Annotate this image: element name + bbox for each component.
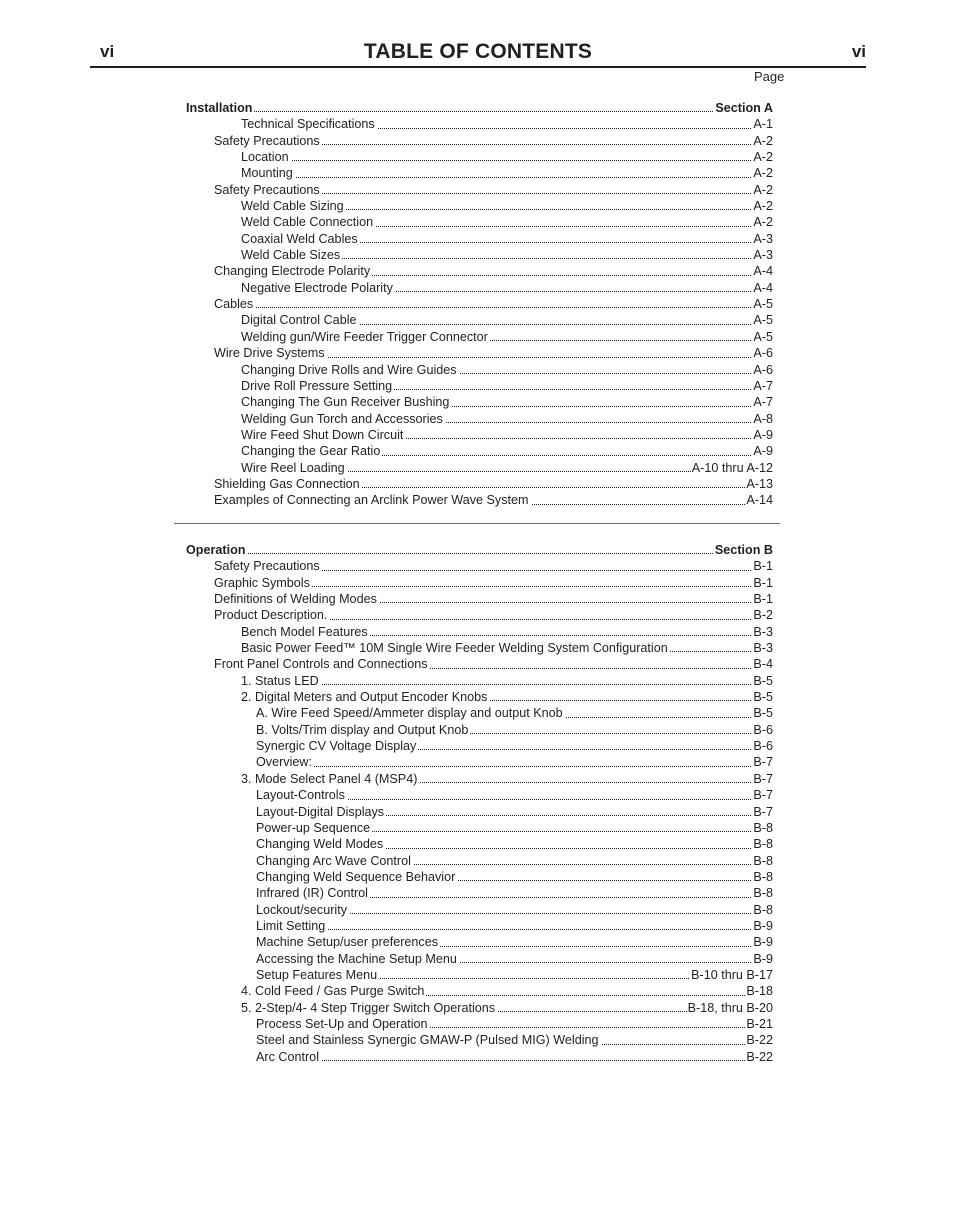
toc-entry-page: A-14 — [746, 493, 773, 508]
toc-entry-page: A-2 — [753, 182, 773, 197]
toc-entry[interactable] — [186, 607, 773, 623]
toc-entry-page: A-7 — [753, 395, 773, 410]
toc-entry-page: B-10 thru B-17 — [691, 967, 773, 982]
toc-entry-page: B-7 — [753, 771, 773, 786]
toc-entry-page: A-5 — [753, 297, 773, 312]
toc-section-heading[interactable] — [186, 100, 773, 116]
toc-entry-label: Wire Feed Shut Down Circuit — [241, 427, 404, 442]
toc-entry[interactable] — [186, 443, 773, 459]
toc-entry-label: Front Panel Controls and Connections — [214, 657, 428, 672]
toc-entry[interactable] — [186, 738, 773, 754]
toc-entry[interactable] — [186, 558, 773, 574]
toc-entry[interactable] — [186, 885, 773, 901]
toc-entry[interactable] — [186, 460, 773, 476]
toc-entry-label: Lockout/security — [256, 902, 347, 917]
toc-entry[interactable] — [186, 1032, 773, 1048]
toc-entry[interactable] — [186, 182, 773, 198]
toc-entry[interactable] — [186, 116, 773, 132]
toc-entry-page: B-8 — [753, 902, 773, 917]
toc-entry[interactable] — [186, 1000, 773, 1016]
toc-entry-page: B-2 — [753, 608, 773, 623]
toc-entry-page: B-18 — [746, 984, 773, 999]
toc-entry[interactable] — [186, 329, 773, 345]
toc-entry-page: B-5 — [753, 706, 773, 721]
toc-entry-label: 3. Mode Select Panel 4 (MSP4) — [241, 771, 418, 786]
toc-entry-label: Graphic Symbols — [214, 575, 310, 590]
toc-entry-label: Welding Gun Torch and Accessories — [241, 411, 443, 426]
toc-entry-page: B-8 — [753, 820, 773, 835]
toc-entry[interactable] — [186, 705, 773, 721]
toc-entry-label: B. Volts/Trim display and Output Knob — [256, 722, 469, 737]
toc-entry-page: B-21 — [746, 1016, 773, 1031]
toc-entry[interactable] — [186, 967, 773, 983]
toc-entry-page: A-3 — [753, 231, 773, 246]
toc-entry[interactable] — [186, 214, 773, 230]
page-header — [90, 38, 866, 68]
toc-entry-label: Basic Power Feed™ 10M Single Wire Feeder Welding System Configuration — [241, 641, 668, 656]
dot-leader — [186, 553, 773, 554]
toc-entry[interactable] — [186, 133, 773, 149]
toc-entry-label: Changing The Gun Receiver Bushing — [241, 395, 450, 410]
toc-entry-page: B-8 — [753, 837, 773, 852]
toc-entry-label: Safety Precautions — [214, 559, 320, 574]
toc-entry-label: Overview: — [256, 755, 312, 770]
toc-entry-page: B-5 — [753, 690, 773, 705]
toc-entry-page: A-2 — [753, 133, 773, 148]
toc-entry-page: A-5 — [753, 329, 773, 344]
toc-entry-label: Mounting — [241, 166, 293, 181]
toc-entry-label: 2. Digital Meters and Output Encoder Knobs — [241, 690, 488, 705]
toc-entry-label: Synergic CV Voltage Display — [256, 739, 417, 754]
dot-leader — [186, 111, 773, 112]
toc-entry-label: Weld Cable Sizing — [241, 199, 344, 214]
toc-entry[interactable] — [186, 312, 773, 328]
toc-entry[interactable] — [186, 771, 773, 787]
toc-section-installation — [186, 100, 773, 509]
toc-entry-label: Process Set-Up and Operation — [256, 1016, 428, 1031]
toc-entry-page: B-6 — [753, 739, 773, 754]
toc-entry-label: Layout-Controls — [256, 788, 345, 803]
toc-entry[interactable] — [186, 296, 773, 312]
toc-entry-label: Accessing the Machine Setup Menu — [256, 951, 457, 966]
toc-entry-page: A-1 — [753, 117, 773, 132]
toc-entry-label: Wire Drive Systems — [214, 346, 325, 361]
toc-entry[interactable] — [186, 198, 773, 214]
toc-entry-page: A-4 — [753, 280, 773, 295]
toc-entry-page: B-1 — [753, 592, 773, 607]
toc-entry-page: Section A — [715, 101, 773, 115]
toc-entry-page: A-5 — [753, 313, 773, 328]
toc-entry-label: 1. Status LED — [241, 673, 319, 688]
toc-entry-page: B-9 — [753, 951, 773, 966]
toc-entry[interactable] — [186, 492, 773, 508]
toc-entry-page: A-8 — [753, 411, 773, 426]
toc-entry-page: A-2 — [753, 215, 773, 230]
toc-entry-label: Installation — [186, 101, 253, 115]
toc-entry[interactable] — [186, 640, 773, 656]
toc-entry-page: B-7 — [753, 755, 773, 770]
toc-entry-label: Examples of Connecting an Arclink Power Wave System — [214, 493, 529, 508]
toc-entry[interactable] — [186, 624, 773, 640]
toc-entry[interactable] — [186, 263, 773, 279]
toc-entry[interactable] — [186, 951, 773, 967]
toc-entry-page: B-18, thru B-20 — [687, 1000, 773, 1015]
toc-entry-label: Arc Control — [256, 1049, 319, 1064]
toc-entry[interactable] — [186, 836, 773, 852]
toc-entry[interactable] — [186, 918, 773, 934]
toc-entry[interactable] — [186, 754, 773, 770]
page-column-label: Page — [754, 69, 785, 84]
page-number-left: vi — [100, 42, 115, 61]
dot-leader — [256, 929, 773, 930]
toc-entry[interactable] — [186, 983, 773, 999]
dot-leader — [241, 684, 773, 685]
toc-entry-label: Limit Setting — [256, 918, 326, 933]
toc-entry-label: Product Description. — [214, 608, 328, 623]
toc-entry-page: A-3 — [753, 248, 773, 263]
toc-entry-label: Safety Precautions — [214, 182, 320, 197]
toc-entry-page: A-4 — [753, 264, 773, 279]
toc-entry[interactable] — [186, 247, 773, 263]
toc-entry[interactable] — [186, 476, 773, 492]
toc-entry-page: A-2 — [753, 199, 773, 214]
toc-entry-label: Drive Roll Pressure Setting — [241, 378, 393, 393]
toc-entry[interactable] — [186, 1049, 773, 1065]
toc-entry-label: Changing Arc Wave Control — [256, 853, 411, 868]
section-divider — [174, 523, 780, 524]
toc-entry-label: A. Wire Feed Speed/Ammeter display and output Knob — [256, 706, 563, 721]
toc-entry[interactable] — [186, 575, 773, 591]
toc-entry-page: B-9 — [753, 918, 773, 933]
page-number-right: vi — [851, 42, 866, 61]
toc-entry-page: B-1 — [753, 559, 773, 574]
toc-entry-label: Bench Model Features — [241, 624, 368, 639]
dot-leader — [256, 766, 773, 767]
toc-entry[interactable] — [186, 591, 773, 607]
toc-entry[interactable] — [186, 1016, 773, 1032]
toc-entry-label: Machine Setup/user preferences — [256, 935, 439, 950]
toc-entry-page: A-2 — [753, 166, 773, 181]
toc-entry-page: B-7 — [753, 788, 773, 803]
toc-entry-label: Cables — [214, 297, 254, 312]
toc-entry-label: Shielding Gas Connection — [214, 476, 360, 491]
toc-entry[interactable] — [186, 656, 773, 672]
toc-entry[interactable] — [186, 673, 773, 689]
toc-entry[interactable] — [186, 378, 773, 394]
toc-entry-label: Infrared (IR) Control — [256, 886, 368, 901]
toc-entry[interactable] — [186, 934, 773, 950]
toc-entry-label: 5. 2-Step/4- 4 Step Trigger Switch Operations — [241, 1000, 496, 1015]
toc-entry[interactable] — [186, 853, 773, 869]
toc-entry-page: A-13 — [746, 476, 773, 491]
toc-entry-page: B-8 — [753, 886, 773, 901]
toc-entry-page: B-9 — [753, 935, 773, 950]
toc-entry-label: Power-up Sequence — [256, 820, 371, 835]
toc-entry-label: Changing Weld Sequence Behavior — [256, 869, 456, 884]
toc-entry[interactable] — [186, 411, 773, 427]
toc-entry[interactable] — [186, 165, 773, 181]
toc-entry-label: Welding gun/Wire Feeder Trigger Connector — [241, 329, 488, 344]
toc-entry-page: A-9 — [753, 444, 773, 459]
toc-entry-label: Changing Drive Rolls and Wire Guides — [241, 362, 457, 377]
dot-leader — [256, 1060, 773, 1061]
toc-entry[interactable] — [186, 689, 773, 705]
toc-entry-page: B-4 — [753, 657, 773, 672]
toc-entry-page: B-6 — [753, 722, 773, 737]
toc-entry-label: Location — [241, 150, 289, 165]
toc-entry[interactable] — [186, 902, 773, 918]
toc-entry[interactable] — [186, 869, 773, 885]
toc-entry-page: B-22 — [746, 1033, 773, 1048]
toc-entry-page: B-5 — [753, 673, 773, 688]
toc-entry-page: A-7 — [753, 378, 773, 393]
toc-entry[interactable] — [186, 231, 773, 247]
toc-entry[interactable] — [186, 722, 773, 738]
dot-leader — [241, 177, 773, 178]
toc-entry[interactable] — [186, 427, 773, 443]
toc-entry-label: Changing Weld Modes — [256, 837, 384, 852]
toc-entry[interactable] — [186, 345, 773, 361]
toc-entry-page: A-9 — [753, 427, 773, 442]
toc-entry-page: B-3 — [753, 624, 773, 639]
toc-entry[interactable] — [186, 149, 773, 165]
toc-entry-label: Weld Cable Connection — [241, 215, 374, 230]
toc-entry-page: B-8 — [753, 869, 773, 884]
toc-entry-page: B-22 — [746, 1049, 773, 1064]
toc-entry[interactable] — [186, 804, 773, 820]
toc-entry[interactable] — [186, 820, 773, 836]
toc-entry-page: A-6 — [753, 362, 773, 377]
toc-entry-page: B-7 — [753, 804, 773, 819]
toc-entry-label: Weld Cable Sizes — [241, 248, 341, 263]
toc-entry-page: A-6 — [753, 346, 773, 361]
toc-entry-page: A-10 thru A-12 — [691, 460, 773, 475]
toc-entry-label: Changing Electrode Polarity — [214, 264, 371, 279]
dot-leader — [214, 307, 773, 308]
toc-entry[interactable] — [186, 394, 773, 410]
toc-entry-page: B-8 — [753, 853, 773, 868]
toc-entry-label: Setup Features Menu — [256, 967, 378, 982]
toc-entry-label: Coaxial Weld Cables — [241, 231, 358, 246]
toc-entry[interactable] — [186, 787, 773, 803]
toc-entry-page: Section B — [714, 543, 773, 557]
toc-entry-label: Definitions of Welding Modes — [214, 592, 377, 607]
dot-leader — [241, 160, 773, 161]
toc-entry-label: Operation — [186, 543, 246, 557]
toc-entry-label: Changing the Gear Ratio — [241, 444, 381, 459]
toc-entry[interactable] — [186, 362, 773, 378]
toc-entry-page: A-2 — [753, 150, 773, 165]
toc-entry[interactable] — [186, 280, 773, 296]
page-title: TABLE OF CONTENTS — [363, 40, 593, 63]
toc-section-operation — [186, 542, 773, 1065]
toc-section-heading[interactable] — [186, 542, 773, 558]
toc-entry-label: 4. Cold Feed / Gas Purge Switch — [241, 984, 425, 999]
toc-entry-label: Wire Reel Loading — [241, 460, 345, 475]
toc-entry-label: Technical Specifications — [241, 117, 375, 132]
toc-entry-label: Negative Electrode Polarity — [241, 280, 393, 295]
toc-entry-label: Digital Control Cable — [241, 313, 357, 328]
toc-entry-page: B-1 — [753, 575, 773, 590]
toc-entry-page: B-3 — [753, 641, 773, 656]
toc-entry-label: Steel and Stainless Synergic GMAW-P (Pulsed MIG) Welding — [256, 1033, 599, 1048]
toc-entry-label: Layout-Digital Displays — [256, 804, 385, 819]
toc-entry-label: Safety Precautions — [214, 133, 320, 148]
